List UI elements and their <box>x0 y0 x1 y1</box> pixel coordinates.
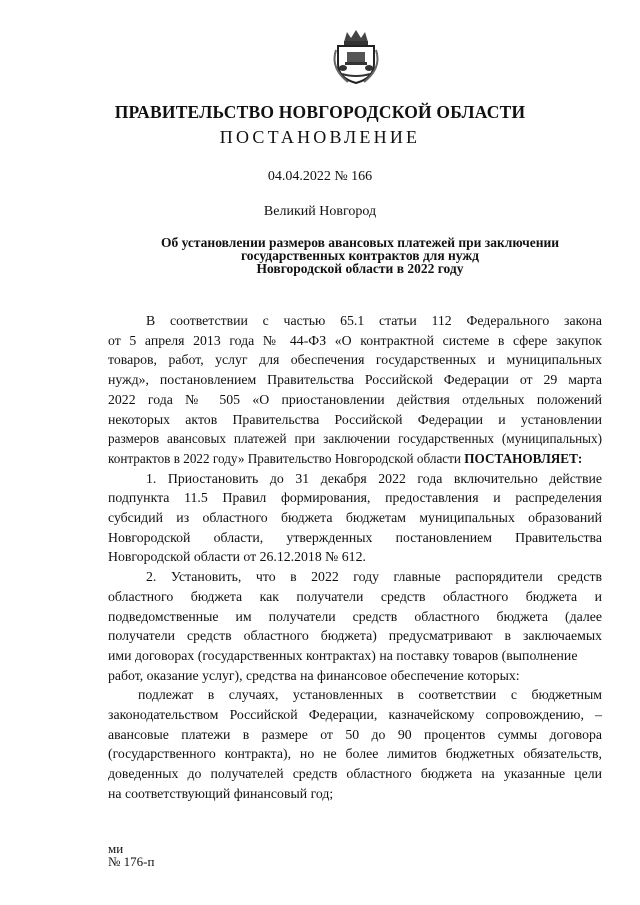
document-type: ПОСТАНОВЛЕНИЕ <box>219 127 421 147</box>
body-line: на соответствующий финансовый год; <box>108 785 334 801</box>
body-line: 2. Установить, что в 2022 году главные распорядители средств <box>146 569 602 585</box>
body-line: подведомственные им получатели средств областного бюджета (далее <box>108 608 602 624</box>
date-and-number: 04.04.2022 № 166 <box>267 169 373 184</box>
subject-line: Новгородской области в 2022 году <box>256 261 464 276</box>
document-body <box>108 311 602 804</box>
government-title: ПРАВИТЕЛЬСТВО НОВГОРОДСКОЙ ОБЛАСТИ <box>114 102 526 122</box>
body-line: товаров, работ, услуг для обеспечения государственных и муниципальных <box>108 352 602 368</box>
novgorod-coat-of-arms-icon <box>330 28 382 84</box>
body-line: В соответствии с частью 65.1 статьи 112 Федерального закона <box>146 313 602 328</box>
footer-initials: ми <box>108 841 124 856</box>
body-line: 2022 года № 505 «О приостановлении действия отдельных положений <box>108 391 602 407</box>
body-line-text: контрактов в 2022 году» Правительство Новгородской области <box>108 450 465 466</box>
body-line: Новгородской области от 26.12.2018 № 612. <box>108 549 366 565</box>
body-line: 1. Приостановить до 31 декабря 2022 года включительно действие <box>146 470 602 486</box>
footer-mark <box>108 842 154 868</box>
city: Великий Новгород <box>263 204 377 219</box>
document-subject <box>120 236 600 275</box>
body-line: размеров авансовых платежей при заключении государственных (муниципальных) <box>108 431 602 447</box>
body-line: от 5 апреля 2013 года № 44-ФЗ «О контрактной системе в сфере закупок <box>108 332 602 348</box>
body-line: (государственного контракта), но не более лимитов бюджетных обязательств, <box>108 746 602 762</box>
footer-doc-code: № 176-п <box>108 854 155 869</box>
body-line: авансовые платежи в размере от 50 до 90 процентов суммы договора <box>108 726 602 742</box>
body-line: субсидий из областного бюджета бюджетам муниципальных образований <box>108 510 602 526</box>
body-line: подлежат в случаях, установленных в соответствии с бюджетным <box>138 687 602 703</box>
body-line: Новгородской области, утвержденных постановлением Правительства <box>108 529 602 545</box>
decree-word: ПОСТАНОВЛЯЕТ: <box>464 450 583 466</box>
body-line: получатели средств областного бюджета) предусматривают в заключаемых <box>108 628 602 644</box>
body-line: областного бюджета как получатели средств областного бюджета и <box>108 588 602 604</box>
body-line: подпункта 11.5 Правил формирования, предоставления и распределения <box>108 490 602 506</box>
body-line: работ, оказание услуг), средства на финансовое обеспечение которых: <box>108 667 520 683</box>
subject-line: государственных контрактов для нужд <box>240 248 480 263</box>
body-line: законодательством Российской Федерации, казначейскому сопровождению, – <box>108 707 602 723</box>
body-line: нужд», постановлением Правительства Российской Федерации от 29 марта <box>108 372 602 388</box>
body-line <box>108 449 602 469</box>
body-line: ими договорах (государственных контрактах) на поставку товаров (выполнение <box>108 647 578 663</box>
body-line: доведенных до получателей средств областного бюджета на указанные цели <box>108 766 602 782</box>
body-line: некоторых актов Правительства Российской Федерации и установлении <box>108 411 602 427</box>
subject-line: Об установлении размеров авансовых платежей при заключении <box>160 235 560 250</box>
